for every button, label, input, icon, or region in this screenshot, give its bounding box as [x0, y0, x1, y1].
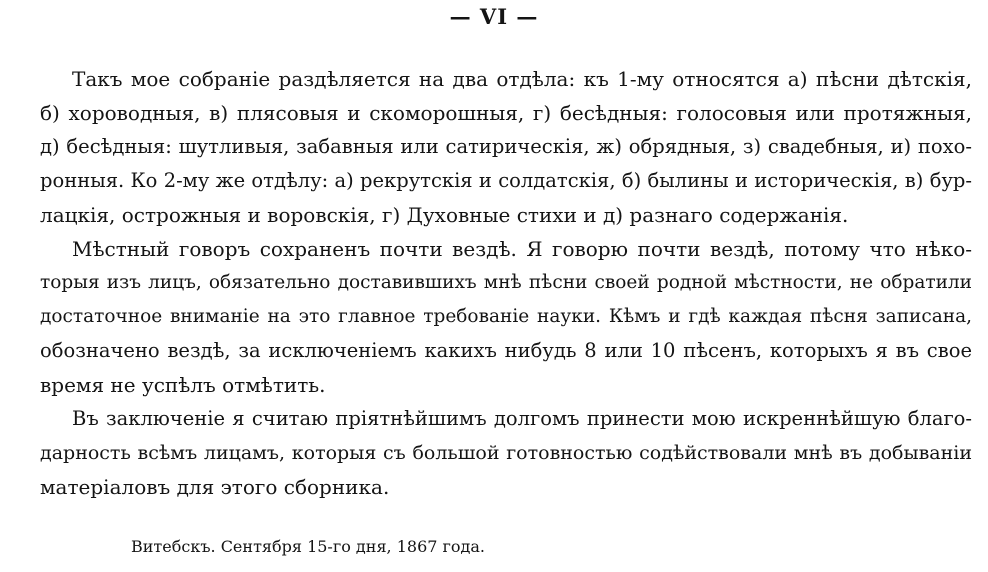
paragraph-2 — [40, 234, 972, 404]
text-line: д) бесѣдныя: шутливыя, забавныя или сатирическія, ж) обрядныя, з) свадебныя, и) похо- — [40, 135, 972, 158]
text-line: Такъ мое собраніе раздѣляется на два отдѣла: къ 1-му относятся а) пѣсни дѣтскія, — [72, 67, 972, 91]
text-line: ронныя. Ко 2-му же отдѣлу: а) рекрутскія и солдатскія, б) былины и историческія, в) бур- — [40, 169, 972, 192]
page-number: — VI — — [449, 4, 539, 29]
text-line: Мѣстный говоръ сохраненъ почти вездѣ. Я говорю почти вездѣ, потому что нѣко- — [72, 237, 972, 261]
text-line: дарность всѣмъ лицамъ, которыя съ большой готовностью содѣйствовали мнѣ въ добываніи — [40, 442, 972, 464]
paragraph-3 — [40, 404, 972, 506]
text-line: достаточное вниманіе на это главное требованіе науки. Кѣмъ и гдѣ каждая пѣсня записана, — [40, 306, 972, 327]
text-line: б) хороводныя, в) плясовыя и скоморошныя, г) бесѣдныя: голосовыя или протяжныя, — [40, 101, 972, 125]
text-line: торыя изъ лицъ, обязательно доставившихъ мнѣ пѣсни своей родной мѣстности, не обратили — [40, 272, 972, 293]
text-line: лацкія, острожныя и воровскія, г) Духовные стихи и д) разнаго содержанія. — [40, 203, 849, 227]
text-line: Въ заключеніе я считаю пріятнѣйшимъ долгомъ принести мою искреннѣйшую благо- — [72, 407, 972, 430]
paragraph-1 — [40, 64, 972, 234]
text-line: обозначено вездѣ, за исключеніемъ какихъ нибудь 8 или 10 пѣсенъ, которыхъ я въ свое — [40, 339, 972, 362]
text-line: время не успѣлъ отмѣтить. — [40, 373, 326, 397]
signature-dateline: Витебскъ. Сентября 15-го дня, 1867 года. — [131, 537, 486, 556]
body-text — [40, 64, 972, 506]
text-line: матеріаловъ для этого сборника. — [40, 475, 390, 499]
